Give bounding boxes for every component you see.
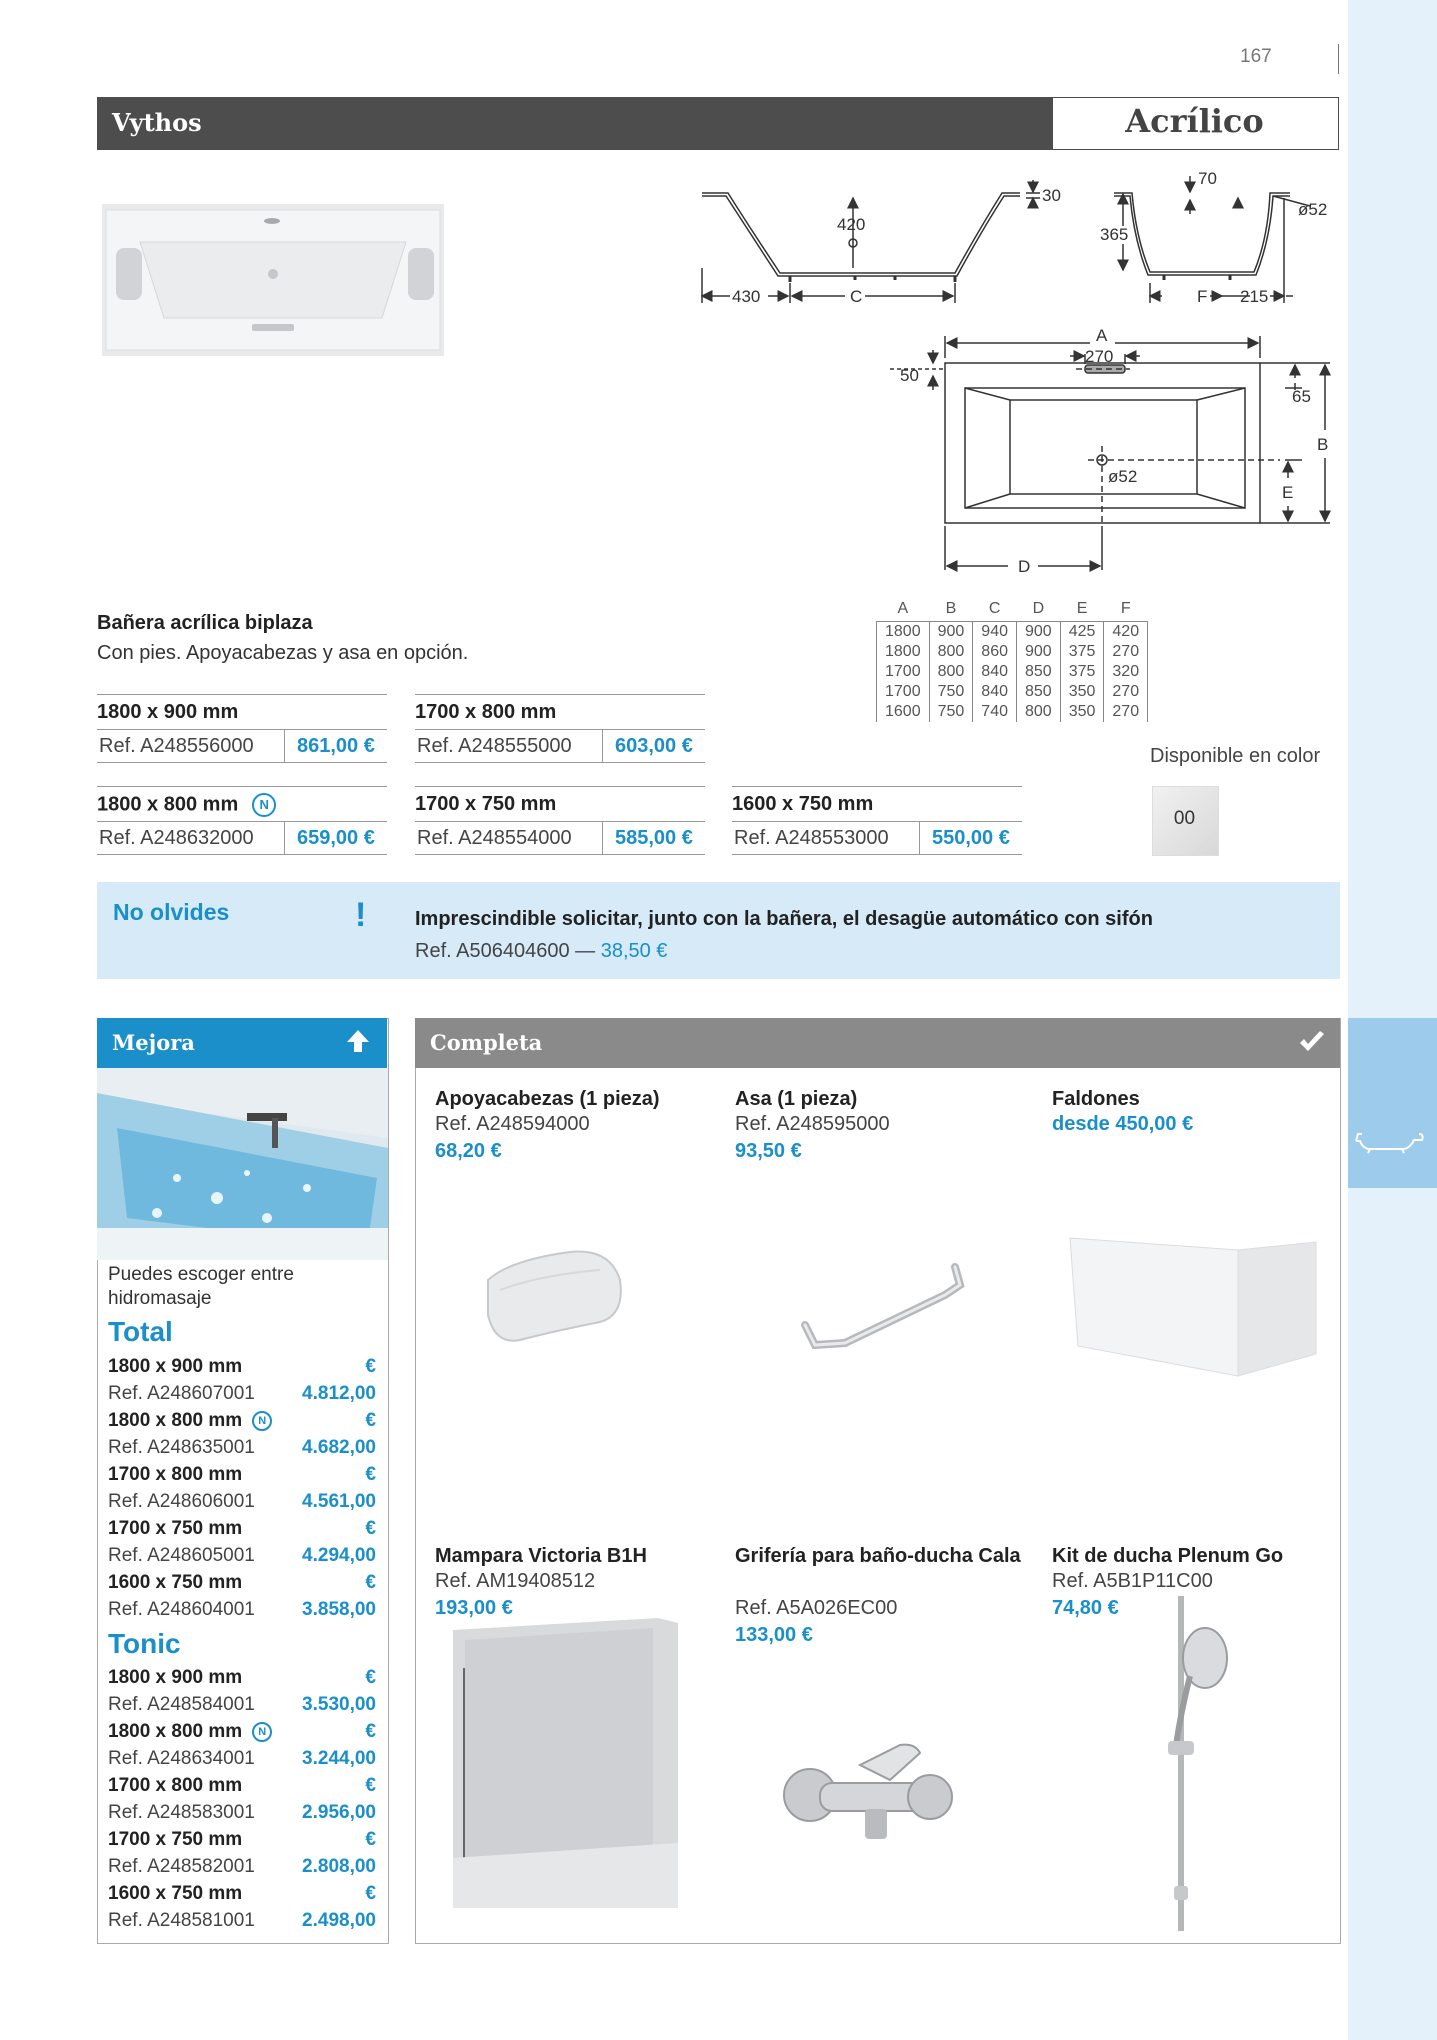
accessory-price: 68,20 € [435,1140,502,1162]
euro-sign: € [365,1410,376,1431]
variant-ref: Ref. A248555000 [417,734,572,757]
dim-cell: 270 [1104,642,1148,662]
headrest-icon [480,1240,630,1380]
dim-cell: 800 [929,662,973,682]
arrow-up-icon [345,1028,371,1054]
dim-cell: 900 [1017,622,1061,643]
mejora-size-row [108,1356,376,1378]
mejora-size: 1600 x 750 mm [108,1572,243,1593]
mejora-size-row [108,1464,376,1486]
mejora-ref-row [108,1383,376,1405]
accessory-name: Grifería para baño-ducha Cala [735,1545,1021,1567]
side-view [702,180,1040,303]
accessory-name: Apoyacabezas (1 pieza) [435,1088,660,1110]
dim-cell: 1700 [877,682,930,702]
dim-cell: 1800 [877,642,930,662]
variant-card [415,694,705,763]
shower-kit-icon [1140,1596,1240,1936]
accessory-ref: Ref. A248594000 [435,1113,590,1135]
bath-mixer-icon [780,1725,970,1845]
dim-cell: 750 [929,702,973,722]
hydromassage-photo [97,1068,388,1260]
variant-ref: Ref. A248554000 [417,826,572,849]
side-c-label: C [850,287,863,306]
variant-card [97,786,387,855]
mejora-size: 1800 x 900 mm [108,1356,243,1377]
side-left-label: 430 [732,287,761,306]
end-right-label: 215 [1240,287,1269,306]
color-availability-label: Disponible en color [1150,745,1321,767]
accessory-ref: Ref. AM19408512 [435,1570,596,1592]
dim-cell: 850 [1017,662,1061,682]
tonic-family-title: Tonic [108,1628,181,1659]
notice-ref-line [415,940,667,963]
mejora-ref: Ref. A248634001 [108,1748,255,1769]
mejora-ref: Ref. A248635001 [108,1437,255,1458]
mejora-size: 1700 x 750 mm [108,1518,243,1539]
variant-card [97,694,387,763]
accessory-ref: Ref. A248595000 [735,1113,890,1135]
mejora-ref-row [108,1748,376,1770]
plan-b-label: B [1317,435,1329,454]
table-row [877,662,1148,682]
dim-cell: 800 [929,642,973,662]
new-badge: N [252,1411,272,1431]
mejora-price: 2.956,00 [302,1802,376,1823]
euro-sign: € [365,1356,376,1377]
technical-drawing [690,168,1340,578]
table-row [877,622,1148,643]
dim-cell: 270 [1104,682,1148,702]
accessory-name: Mampara Victoria B1H [435,1545,647,1567]
dim-cell: 900 [929,622,973,643]
mejora-title: Mejora [112,1030,195,1055]
bath-screen-icon [453,1618,681,1908]
mejora-size-row [108,1518,376,1540]
dim-header: A [897,600,909,617]
plan-view [890,336,1330,570]
mejora-ref: Ref. A248605001 [108,1545,255,1566]
mejora-size: 1600 x 750 mm [108,1883,243,1904]
accessory-price: desde 450,00 € [1052,1113,1194,1135]
mejora-size-row [108,1721,376,1743]
end-diameter-label: ø52 [1298,200,1328,219]
dim-cell: 860 [973,642,1017,662]
dim-cell: 900 [1017,642,1061,662]
accessory-ref: Ref. A5B1P11C00 [1052,1570,1213,1592]
mejora-ref: Ref. A248607001 [108,1383,255,1404]
material-label: Acrílico [1125,102,1264,140]
euro-sign: € [365,1775,376,1796]
accessory-price: 193,00 € [435,1597,513,1619]
mejora-price: 4.294,00 [302,1545,376,1566]
mejora-size-row [108,1883,376,1905]
mejora-price: 4.682,00 [302,1437,376,1458]
table-row [877,702,1148,722]
dim-cell: 740 [973,702,1017,722]
mejora-ref-row [108,1910,376,1932]
euro-sign: € [365,1464,376,1485]
series-title: Vythos [112,108,202,137]
mejora-ref: Ref. A248606001 [108,1491,255,1512]
accessory-price: 74,80 € [1052,1597,1119,1619]
variant-size: 1700 x 800 mm [415,694,705,729]
variant-size: 1800 x 900 mm [97,694,387,729]
mejora-price: 4.561,00 [302,1491,376,1512]
variant-price: 603,00 € [602,730,693,762]
mejora-size: 1800 x 900 mm [108,1667,243,1688]
variant-size: 1800 x 800 mm [97,793,239,816]
variant-price: 550,00 € [919,822,1010,854]
mejora-ref: Ref. A248582001 [108,1856,255,1877]
table-row [877,682,1148,702]
table-row [877,642,1148,662]
accessory-name: Asa (1 pieza) [735,1088,858,1110]
bathtub-photo [102,204,444,356]
variant-card [732,786,1022,855]
dim-header: C [988,600,1001,617]
variant-price: 585,00 € [602,822,693,854]
dim-cell: 750 [929,682,973,702]
mejora-price: 2.808,00 [302,1856,376,1877]
mejora-size-row [108,1667,376,1689]
euro-sign: € [365,1667,376,1688]
completa-title: Completa [430,1030,543,1055]
variant-price: 861,00 € [284,730,375,762]
dim-cell: 375 [1060,662,1104,682]
euro-sign: € [365,1883,376,1904]
dim-cell: 350 [1060,702,1104,722]
plan-65-label: 65 [1292,387,1311,406]
end-height-label: 365 [1100,225,1129,244]
dim-cell: 1600 [877,702,930,722]
bathtub-icon [1348,1018,1437,1188]
mejora-ref-row [108,1437,376,1459]
mejora-size-row [108,1775,376,1797]
page-number-divider [1338,44,1339,74]
dim-cell: 425 [1060,622,1104,643]
variant-card [415,786,705,855]
dim-cell: 800 [1017,702,1061,722]
dim-cell: 320 [1104,662,1148,682]
bathtub-section-tab[interactable] [1348,1018,1437,1188]
mejora-size: 1700 x 800 mm [108,1464,243,1485]
accessory-price: 93,50 € [735,1140,802,1162]
variant-size: 1600 x 750 mm [732,786,1022,821]
dim-cell: 840 [973,662,1017,682]
accessory-name: Kit de ducha Plenum Go [1052,1545,1284,1567]
dim-cell: 840 [973,682,1017,702]
mejora-ref-row [108,1545,376,1567]
plan-d-label: D [1018,557,1031,576]
dim-cell: 1700 [877,662,930,682]
variant-ref: Ref. A248553000 [734,826,889,849]
notice-ref: Ref. A506404600 — [415,940,596,962]
dim-cell: 420 [1104,622,1148,643]
side-rim-label: 30 [1042,186,1061,205]
dimension-table [876,600,1148,722]
accessory-price: 133,00 € [735,1624,813,1646]
page-number: 167 [1240,46,1272,67]
mejora-ref-row [108,1599,376,1621]
dim-cell: 350 [1060,682,1104,702]
mejora-ref: Ref. A248604001 [108,1599,255,1620]
end-view [1114,176,1310,303]
bath-panel-icon [1068,1236,1318,1386]
dim-header: F [1120,600,1131,617]
mejora-size-row [108,1410,376,1432]
dim-cell: 375 [1060,642,1104,662]
mejora-price: 3.530,00 [302,1694,376,1715]
plan-e-label: E [1282,483,1294,502]
accessory-name: Faldones [1052,1088,1140,1110]
end-top-label: 70 [1198,169,1217,188]
mejora-price: 3.858,00 [302,1599,376,1620]
grab-handle-icon [785,1255,975,1365]
mejora-ref-row [108,1491,376,1513]
notice-price: 38,50 € [600,940,668,962]
variant-ref: Ref. A248632000 [99,826,254,849]
dim-header: B [945,600,957,617]
euro-sign: € [365,1829,376,1850]
notice-text: Imprescindible solicitar, junto con la bañera, el desagüe automático con sifón [415,908,1153,930]
dim-cell: 850 [1017,682,1061,702]
mejora-size-row [108,1829,376,1851]
variant-price: 659,00 € [284,822,375,854]
mejora-ref-row [108,1802,376,1824]
plan-diameter-label: ø52 [1108,467,1138,486]
mejora-ref-row [108,1694,376,1716]
euro-sign: € [365,1518,376,1539]
mejora-ref: Ref. A248583001 [108,1802,255,1823]
variant-size: 1700 x 750 mm [415,786,705,821]
accessory-ref: Ref. A5A026EC00 [735,1597,898,1619]
euro-sign: € [365,1721,376,1742]
end-f-label: F [1197,287,1208,306]
color-code: 00 [1173,808,1196,829]
dim-cell: 940 [973,622,1017,643]
new-badge: N [252,1722,272,1742]
product-title: Bañera acrílica biplaza [97,612,313,634]
mejora-intro: Puedes escoger entre hidromasaje [108,1264,294,1309]
side-depth-label: 420 [837,215,866,234]
header-bar [97,97,1052,150]
notice-title: No olvides [113,899,230,925]
product-subtitle: Con pies. Apoyacabezas y asa en opción. [97,642,469,664]
mejora-price: 3.244,00 [302,1748,376,1769]
plan-270-label: 270 [1085,347,1114,366]
dim-header: D [1032,600,1045,617]
mejora-ref: Ref. A248581001 [108,1910,255,1931]
dim-header: E [1076,600,1088,617]
mejora-price: 2.498,00 [302,1910,376,1931]
euro-sign: € [365,1572,376,1593]
mejora-size: 1800 x 800 mm [108,1410,243,1431]
mejora-size: 1700 x 750 mm [108,1829,243,1850]
new-badge: N [252,793,276,817]
mejora-price: 4.812,00 [302,1383,376,1404]
mejora-size-row [108,1572,376,1594]
mejora-ref: Ref. A248584001 [108,1694,255,1715]
dim-cell: 270 [1104,702,1148,722]
mejora-size: 1800 x 800 mm [108,1721,243,1742]
variant-ref: Ref. A248556000 [99,734,254,757]
plan-a-label: A [1096,326,1108,345]
dim-cell: 1800 [877,622,930,643]
mejora-size: 1700 x 800 mm [108,1775,243,1796]
plan-50-label: 50 [900,366,919,385]
completa-header [415,1018,1340,1068]
exclamation-icon: ! [355,896,367,934]
total-family-title: Total [108,1316,173,1347]
checkmark-icon [1298,1030,1326,1054]
mejora-ref-row [108,1856,376,1878]
